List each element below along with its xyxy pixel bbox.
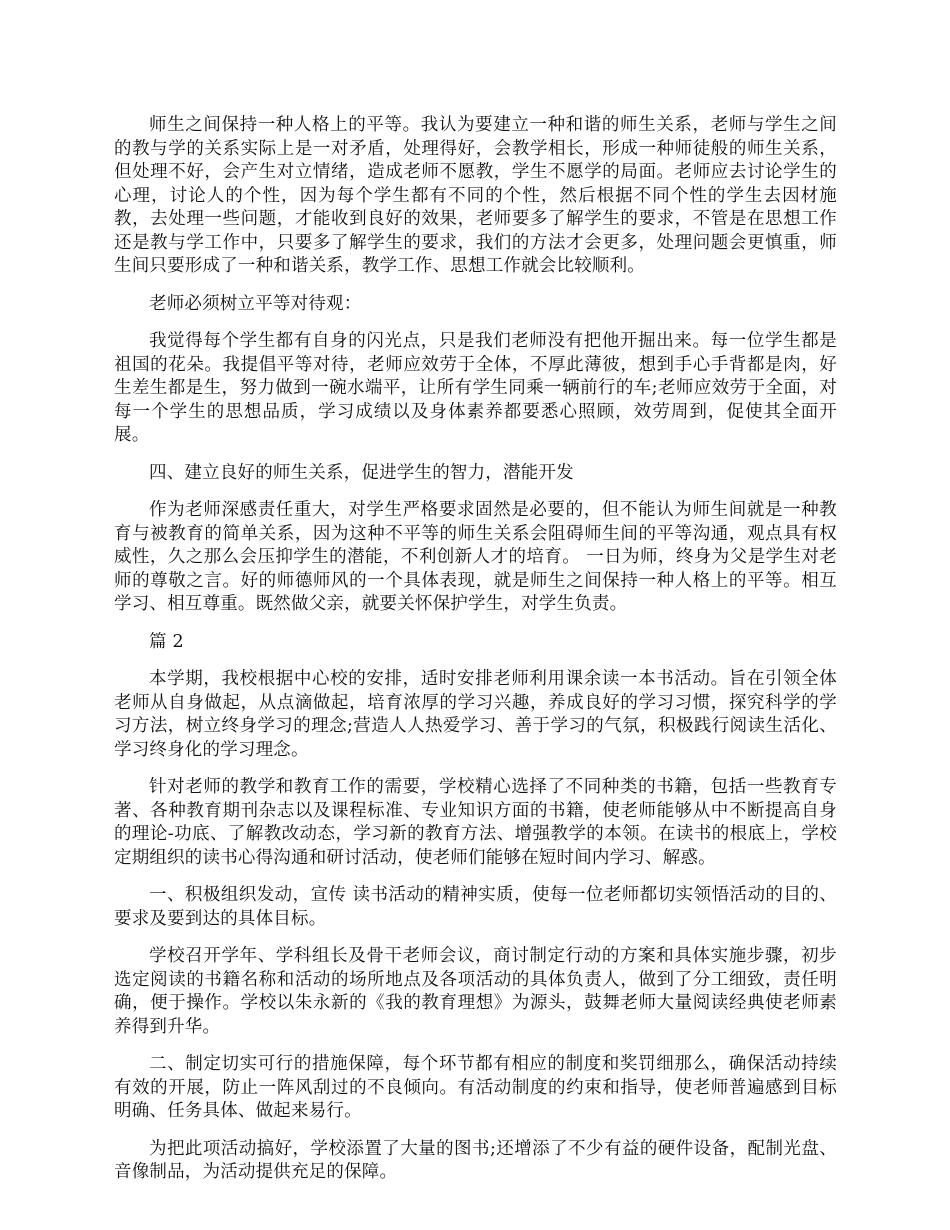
paragraph: 师生之间保持一种人格上的平等。我认为要建立一种和谐的师生关系，老师与学生之间的教与学的关系实际上是一对矛盾，处理得好，会教学相长，形成一种师徒般的师生关系，但处理不好，会产生对立情绪，造成老师不愿教，学生不愿学的局面。老师应去讨论学生的心理，讨论人的个性，因为每个学生都有不同的个性，然后根据不同个性的学生去因材施教，去处理一些问题，才能收到良好的效果，老师要多了解学生的要求，不管是在思想工作还是教与学工作中，只要多了解学生的要求，我们的方法才会更多，处理问题会更慎重，师生间只要形成了一种和谐关系，教学工作、思想工作就会比较顺利。 xyxy=(114,115,837,276)
section-heading: 篇 2 xyxy=(149,631,184,652)
paragraph: 我觉得每个学生都有自身的闪光点，只是我们老师没有把他开掘出来。每一位学生都是祖国的花朵。我提倡平等对待，老师应效劳于全体，不厚此薄彼，想到手心手背都是肉，好生差生都是生，努力做到一碗水端平，让所有学生同乘一辆前行的车;老师应效劳于全面，对每一个学生的思想品质，学习成绩以及身体素养都要悉心照顾，效劳周到，促使其全面开展。 xyxy=(114,331,837,445)
paragraph: 一、积极组织发动，宣传 读书活动的精神实质，使每一位老师都切实领悟活动的目的、要求及要到达的具体目标。 xyxy=(114,885,837,929)
section-heading: 四、建立良好的师生关系，促进学生的智力，潜能开发 xyxy=(149,462,574,483)
paragraph: 本学期，我校根据中心校的安排，适时安排老师利用课余读一本书活动。旨在引领全体老师从自身做起，从点滴做起，培育浓厚的学习兴趣，养成良好的学习习惯，探究科学的学习方法，树立终身学习的理念;营造人人热爱学习、善于学习的气氛，积极践行阅读生活化、学习终身化的学习理念。 xyxy=(114,669,837,760)
paragraph: 作为老师深感责任重大，对学生严格要求固然是必要的，但不能认为师生间就是一种教育与被教育的简单关系，因为这种不平等的师生关系会阻碍师生间的平等沟通，观点具有权威性，久之那么会压抑学生的潜能，不利创新人才的培育。 一日为师，终身为父是学生对老师的尊敬之言。好的师德师风的一个具体表现，就是师生之间保持一种人格上的平等。相互学习、相互尊重。既然做父亲，就要关怀保护学生，对学生负责。 xyxy=(114,500,837,614)
paragraph: 针对老师的教学和教育工作的需要，学校精心选择了不同种类的书籍，包括一些教育专著、各种教育期刊杂志以及课程标准、专业知识方面的书籍，使老师能够从中不断提高自身的理论-功底、了解教改动态，学习新的教育方法、增强教学的本领。在读书的根底上，学校定期组织的读书心得沟通和研讨活动，使老师们能够在短时间内学习、解惑。 xyxy=(114,777,837,868)
paragraph: 为把此项活动搞好，学校添置了大量的图书;还增添了不少有益的硬件设备，配制光盘、音像制品，为活动提供充足的保障。 xyxy=(114,1138,837,1182)
document-body xyxy=(114,114,837,1199)
paragraph: 二、制定切实可行的措施保障，每个环节都有相应的制度和奖罚细那么，确保活动持续有效的开展，防止一阵风刮过的不良倾向。有活动制度的约束和指导，使老师普遍感到目标明确、任务具体、做起来易行。 xyxy=(114,1054,837,1121)
paragraph: 学校召开学年、学科组长及骨干老师会议，商讨制定行动的方案和具体实施步骤，初步选定阅读的书籍名称和活动的场所地点及各项活动的具体负责人，做到了分工细致，责任明确，便于操作。学校以朱永新的《我的教育理想》为源头，鼓舞老师大量阅读经典使老师素养得到升华。 xyxy=(114,946,837,1037)
section-heading: 老师必须树立平等对待观： xyxy=(149,293,362,314)
